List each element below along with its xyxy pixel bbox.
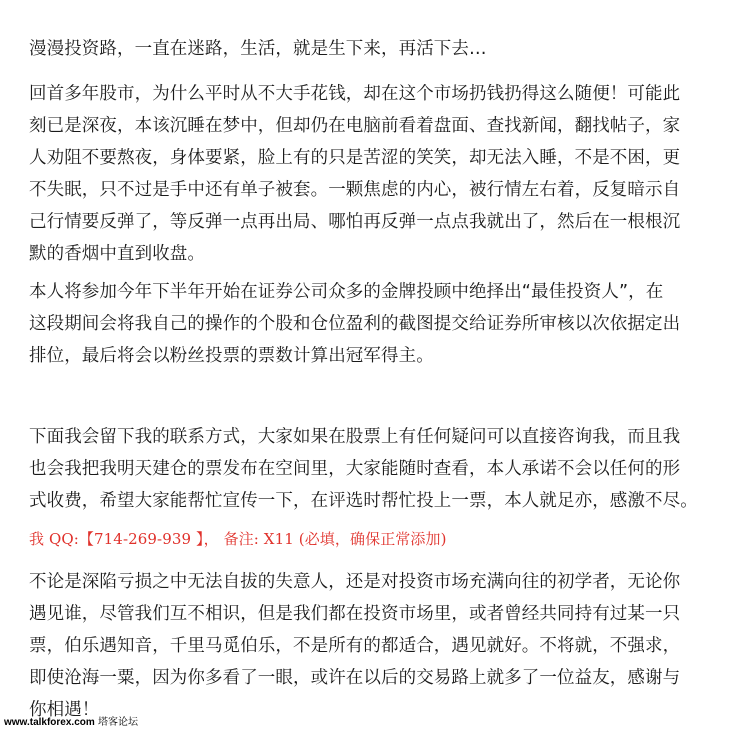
- watermark-name: 塔客论坛: [97, 717, 138, 728]
- closing-paragraph: 不论是深陷亏损之中无法自拔的失意人，还是对投资市场充满向往的初学者，无论你 遇见谁，尽管我们互不相识，但是我们都在投资市场里，或者曾经共同持有过某一只 票，伯乐遇知音，千里马觅伯乐，不是所有的都适合，遇见就好。不将就，不强求， 即使沧海一粟，因为你多看了一眼，或许在以后的交易路上就多了一位益友，感谢与 你相遇！: [29, 572, 681, 720]
- watermark: [4, 716, 138, 730]
- intro-paragraph: 漫漫投资路，一直在迷路，生活，就是生下来，再活下去…: [29, 39, 487, 59]
- qq-contact-line: 我 QQ:【714-269-939 】， 备注: X11 (必填，确保正常添加): [29, 530, 447, 548]
- story-paragraph: 回首多年股市，为什么平时从不大手花钱，却在这个市场扔钱扔得这么随便！可能此 刻已是深夜，本该沉睡在梦中，但却仍在电脑前看着盘面、查找新闻，翻找帖子，家 人劝阻不要熬夜，身体要紧，脸上有的只是苦涩的笑笑，却无法入睡，不是不困，更 不失眠，只不过是手中还有单子被套。一颗焦虑的内心，被行情左右着，反复暗示自 己行情要反弹了，等反弹一点再出局、哪怕再反弹一点点我就出了，然后在一根根沉 默的香烟中直到收盘。: [29, 84, 681, 264]
- contact-paragraph: 下面我会留下我的联系方式，大家如果在股票上有任何疑问可以直接咨询我，而且我 也会我把我明天建仓的票发布在空间里，大家能随时查看，本人承诺不会以任何的形 式收费，希望大家能帮忙宣传一下，在评选时帮忙投上一票，本人就足亦，感激不尽。: [29, 427, 698, 511]
- contest-paragraph: 本人将参加今年下半年开始在证券公司众多的金牌投顾中绝择出“最佳投资人”，在 这段期间会将我自己的操作的个股和仓位盈利的截图提交给证券所审核以次依据定出 排位，最后将会以粉丝投票的票数计算出冠军得主。: [29, 282, 681, 366]
- watermark-site: www.talkforex.com: [4, 717, 95, 728]
